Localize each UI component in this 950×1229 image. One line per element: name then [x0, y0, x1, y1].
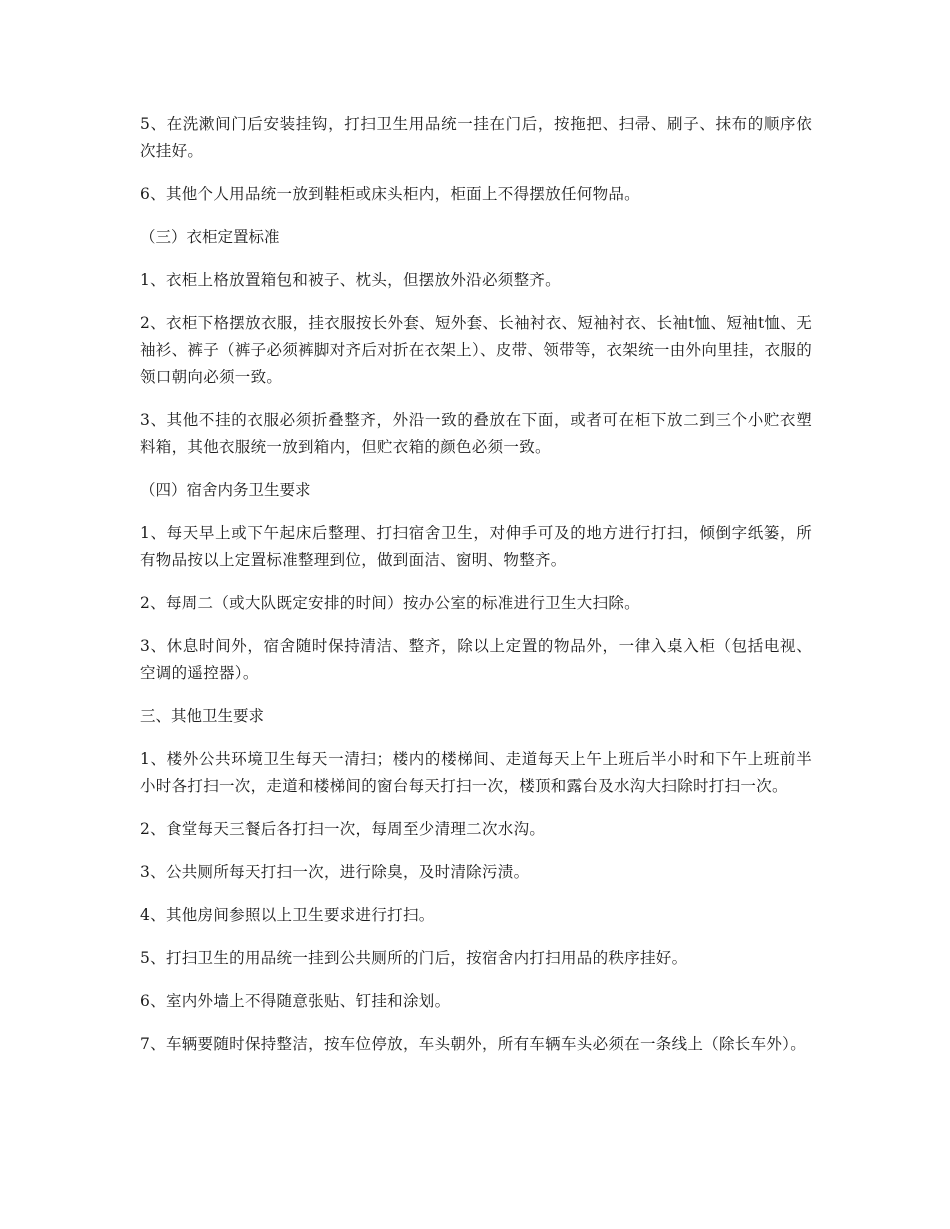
paragraph-canteen: 2、食堂每天三餐后各打扫一次，每周至少清理二次水沟。: [140, 820, 546, 838]
section-heading-other-hygiene: 三、其他卫生要求: [140, 707, 265, 725]
section-heading-wardrobe: （三）衣柜定置标准: [140, 228, 280, 246]
section-heading-dorm-hygiene: （四）宿舍内务卫生要求: [140, 481, 311, 499]
paragraph-personal-items: 6、其他个人用品统一放到鞋柜或床头柜内，柜面上不得摆放任何物品。: [140, 185, 640, 203]
paragraph-wash-room-hooks: 5、在洗漱间门后安装挂钩，打扫卫生用品统一挂在门后，按拖把、扫帚、刷子、抹布的顺序依次挂好。: [140, 115, 812, 160]
paragraph-vehicles: 7、车辆要随时保持整洁，按车位停放，车头朝外，所有车辆车头必须在一条线上（除长车外）。: [140, 1035, 807, 1053]
paragraph-public-toilet: 3、公共厕所每天打扫一次，进行除臭，及时清除污渍。: [140, 863, 530, 881]
paragraph-wardrobe-upper: 1、衣柜上格放置箱包和被子、枕头，但摆放外沿必须整齐。: [140, 271, 561, 289]
document-page: [140, 111, 812, 1074]
paragraph-wardrobe-lower: 2、衣柜下格摆放衣服，挂衣服按长外套、短外套、长袖衬衣、短袖衬衣、长袖t恤、短袖t恤、无袖衫、裤子（裤子必须裤脚对齐后对折在衣架上）、皮带、领带等，衣架统一由外向里挂，衣服的领口朝向必须一致。: [140, 314, 812, 386]
paragraph-other-rooms: 4、其他房间参照以上卫生要求进行打扫。: [140, 906, 435, 924]
paragraph-public-environment: 1、楼外公共环境卫生每天一清扫；楼内的楼梯间、走道每天上午上班后半小时和下午上班前半小时各打扫一次，走道和楼梯间的窗台每天打扫一次，楼顶和露台及水沟大扫除时打扫一次。: [140, 750, 812, 795]
paragraph-rest-time: 3、休息时间外，宿舍随时保持清洁、整齐，除以上定置的物品外，一律入桌入柜（包括电视、空调的遥控器）。: [140, 637, 812, 682]
paragraph-folded-clothes: 3、其他不挂的衣服必须折叠整齐，外沿一致的叠放在下面，或者可在柜下放二到三个小贮衣塑料箱，其他衣服统一放到箱内，但贮衣箱的颜色必须一致。: [140, 411, 812, 456]
paragraph-walls: 6、室内外墙上不得随意张贴、钉挂和涂划。: [140, 992, 451, 1010]
paragraph-weekly-cleaning: 2、每周二（或大队既定安排的时间）按办公室的标准进行卫生大扫除。: [140, 594, 640, 612]
paragraph-daily-cleaning: 1、每天早上或下午起床后整理、打扫宿舍卫生，对伸手可及的地方进行打扫，倾倒字纸篓，所有物品按以上定置标准整理到位，做到面洁、窗明、物整齐。: [140, 524, 812, 569]
paragraph-cleaning-supplies: 5、打扫卫生的用品统一挂到公共厕所的门后，按宿舍内打扫用品的秩序挂好。: [140, 949, 688, 967]
